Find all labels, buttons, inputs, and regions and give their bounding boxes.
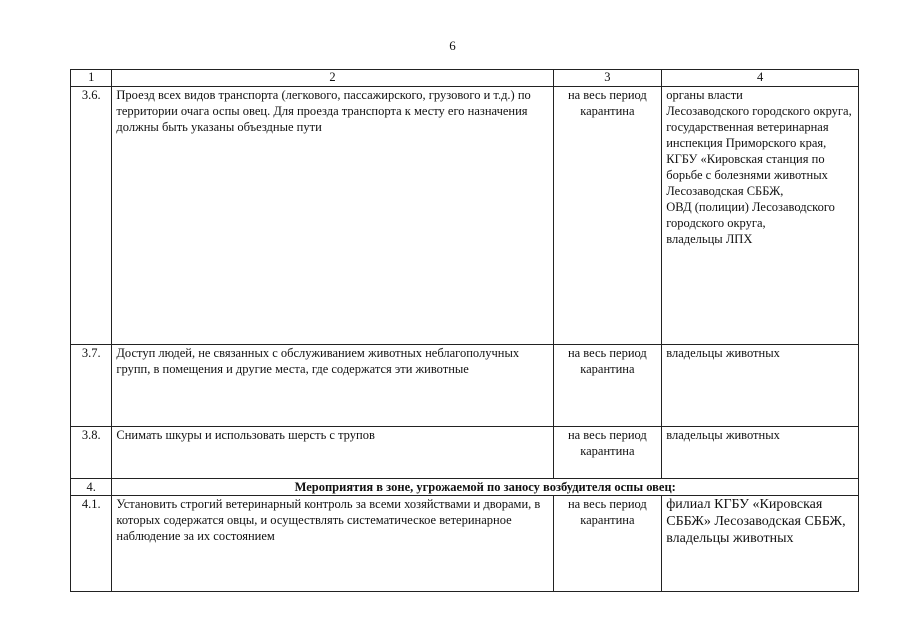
column-number-4: 4 <box>662 70 859 87</box>
responsible-cell <box>662 496 859 592</box>
row-number: 4.1. <box>71 496 112 592</box>
column-number-row <box>71 70 859 87</box>
measure-period: на весь период карантина <box>553 496 662 592</box>
table-row <box>71 87 859 345</box>
table-row <box>71 427 859 479</box>
table-row <box>71 496 859 592</box>
column-number-1: 1 <box>71 70 112 87</box>
measure-period: на весь период карантина <box>553 345 662 427</box>
column-number-3: 3 <box>553 70 662 87</box>
measures-table <box>70 69 859 592</box>
measure-period: на весь период карантина <box>553 427 662 479</box>
row-number: 3.7. <box>71 345 112 427</box>
table-row <box>71 345 859 427</box>
page-number: 6 <box>449 38 456 53</box>
column-number-2: 2 <box>112 70 553 87</box>
row-number: 3.6. <box>71 87 112 345</box>
responsible-parties: филиал КГБУ «Кировская СББЖ» Лесозаводская СББЖ, владельцы животных <box>666 497 846 546</box>
measure-period: на весь период карантина <box>553 87 662 345</box>
responsible-cell <box>662 345 859 427</box>
row-number: 3.8. <box>71 427 112 479</box>
responsible-cell <box>662 427 859 479</box>
responsible-parties: органы власти Лесозаводского городского округа, государственная ветеринарная инспекция Приморского края, КГБУ «Кировская станция по борьбе с болезнями животных Лесозаводская СББЖ, ОВД (полиции) Лесозаводского городского округа, владельцы ЛПХ <box>666 88 852 246</box>
responsible-parties: владельцы животных <box>666 428 780 442</box>
measure-description: Установить строгий ветеринарный контроль за всеми хозяйствами и дворами, в которых содержатся овцы, и осуществлять систематическое ветеринарное наблюдение за их состоянием <box>112 496 553 592</box>
section-header-row <box>71 479 859 496</box>
measure-description: Проезд всех видов транспорта (легкового, пассажирского, грузового и т.д.) по территории очага оспы овец. Для проезда транспорта к месту его назначения должны быть указаны объездные пути <box>112 87 553 345</box>
section-title: Мероприятия в зоне, угрожаемой по заносу возбудителя оспы овец: <box>112 479 859 496</box>
responsible-cell <box>662 87 859 345</box>
measure-description: Снимать шкуры и использовать шерсть с трупов <box>112 427 553 479</box>
measure-description: Доступ людей, не связанных с обслуживанием животных неблагополучных групп, в помещения и другие места, где содержатся эти животные <box>112 345 553 427</box>
responsible-parties: владельцы животных <box>666 346 780 360</box>
section-number: 4. <box>71 479 112 496</box>
